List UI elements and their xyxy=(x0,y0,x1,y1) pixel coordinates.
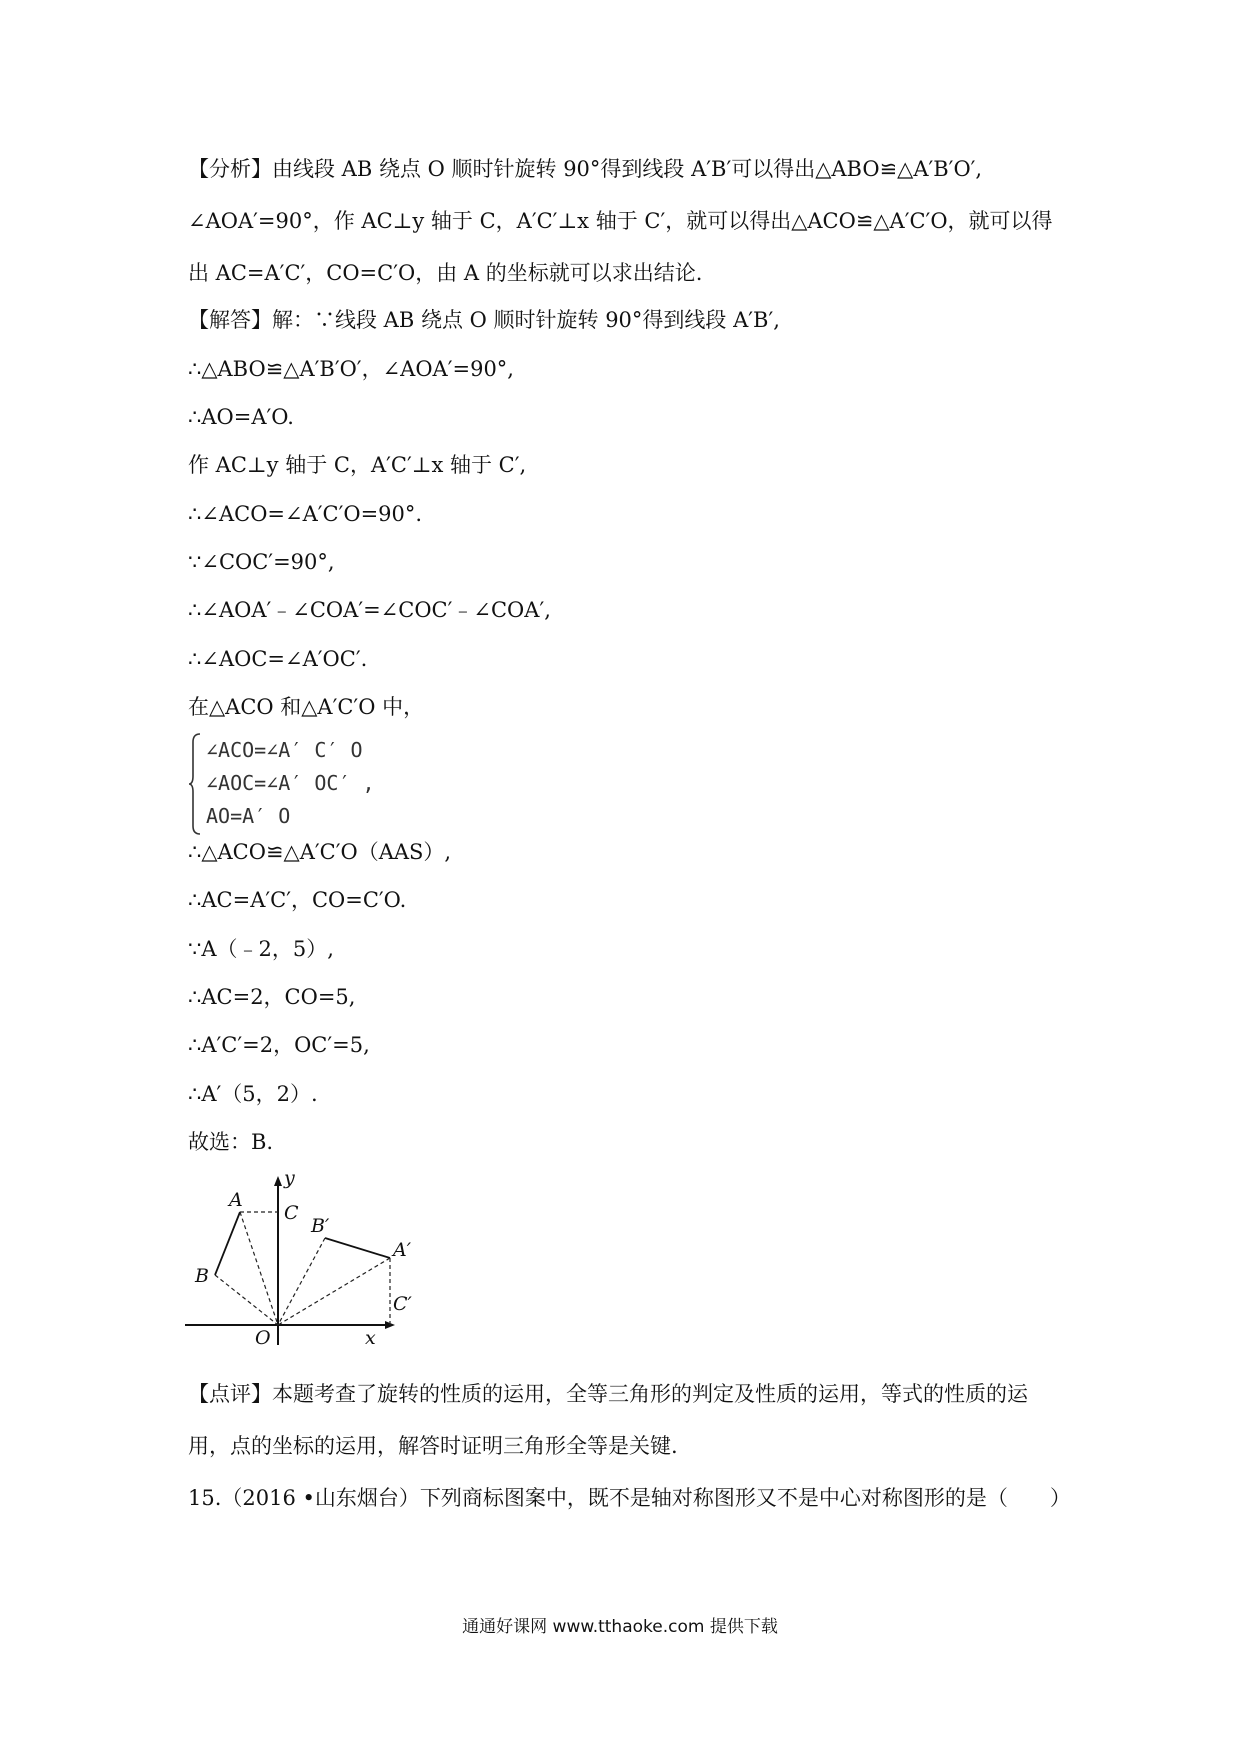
segment-A-prime-B-prime xyxy=(325,1238,390,1258)
dashed-A-prime-O xyxy=(278,1258,390,1325)
dashed-BO xyxy=(215,1275,278,1325)
solution-line: ∴AO=A′O. xyxy=(188,405,294,429)
solution-line: ∴∠AOC=∠A′OC′. xyxy=(188,647,368,671)
label-O: O xyxy=(255,1327,271,1349)
label-B-prime: B′ xyxy=(311,1215,330,1237)
brace-icon xyxy=(188,732,202,836)
label-C: C xyxy=(284,1202,299,1224)
solution-line: 故选：B. xyxy=(188,1130,274,1154)
solution-line: 【解答】解：∵线段 AB 绕点 O 顺时针旋转 90°得到线段 A′B′, xyxy=(188,308,780,332)
analysis-line-3: 出 AC=A′C′，CO=C′O，由 A 的坐标就可以求出结论. xyxy=(188,261,703,285)
rotation-figure xyxy=(185,1170,435,1350)
label-C-prime: C′ xyxy=(393,1293,412,1315)
label-A: A xyxy=(229,1189,243,1211)
label-A-prime: A′ xyxy=(393,1239,412,1261)
solution-line: ∴A′（5，2）. xyxy=(188,1082,318,1106)
solution-line: ∴AC=2，CO=5, xyxy=(188,985,356,1009)
equation-system xyxy=(188,732,448,836)
segment-AB xyxy=(215,1212,240,1275)
solution-line: ∴∠AOA′﹣∠COA′=∠COC′﹣∠COA′, xyxy=(188,598,551,622)
footer-credit: 通通好课网 www.tthaoke.com 提供下载 xyxy=(462,1617,778,1637)
comment-line-2: 用，点的坐标的运用，解答时证明三角形全等是关键. xyxy=(188,1434,678,1458)
dashed-AO xyxy=(240,1212,278,1325)
analysis-line-1: 【分析】由线段 AB 绕点 O 顺时针旋转 90°得到线段 A′B′可以得出△ABO≌△A′B′O′, xyxy=(188,157,983,181)
solution-line: ∴△ABO≌△A′B′O′，∠AOA′=90°, xyxy=(188,357,514,381)
dashed-B-prime-O xyxy=(278,1238,325,1325)
y-axis-arrow-icon xyxy=(274,1176,282,1186)
solution-line: ∴∠ACO=∠A′C′O=90°. xyxy=(188,502,423,526)
solution-line: ∵A（﹣2，5）, xyxy=(188,937,334,961)
solution-line: 作 AC⊥y 轴于 C，A′C′⊥x 轴于 C′, xyxy=(188,453,527,477)
system-equation: AO=A′ O xyxy=(206,804,291,828)
solution-line: ∴AC=A′C′，CO=C′O. xyxy=(188,888,407,912)
system-equation: ∠ACO=∠A′ C′ O xyxy=(206,738,363,762)
label-x: x xyxy=(365,1327,376,1349)
solution-line: ∵∠COC′=90°, xyxy=(188,550,335,574)
label-y: y xyxy=(284,1170,295,1189)
solution-line: ∴A′C′=2，OC′=5, xyxy=(188,1033,370,1057)
comment-line-1: 【点评】本题考查了旋转的性质的运用，全等三角形的判定及性质的运用，等式的性质的运 xyxy=(188,1382,1028,1406)
analysis-line-2: ∠AOA′=90°，作 AC⊥y 轴于 C，A′C′⊥x 轴于 C′，就可以得出△ACO≌△A′C′O，就可以得 xyxy=(188,209,1053,233)
question-15: 15.（2016 •山东烟台）下列商标图案中，既不是轴对称图形又不是中心对称图形的是（ ） xyxy=(188,1486,1071,1510)
solution-line: 在△ACO 和△A′C′O 中， xyxy=(188,695,425,719)
system-equation: ∠AOC=∠A′ OC′ , xyxy=(206,771,375,795)
label-B: B xyxy=(195,1265,209,1287)
solution-line: ∴△ACO≌△A′C′O（AAS）, xyxy=(188,840,452,864)
